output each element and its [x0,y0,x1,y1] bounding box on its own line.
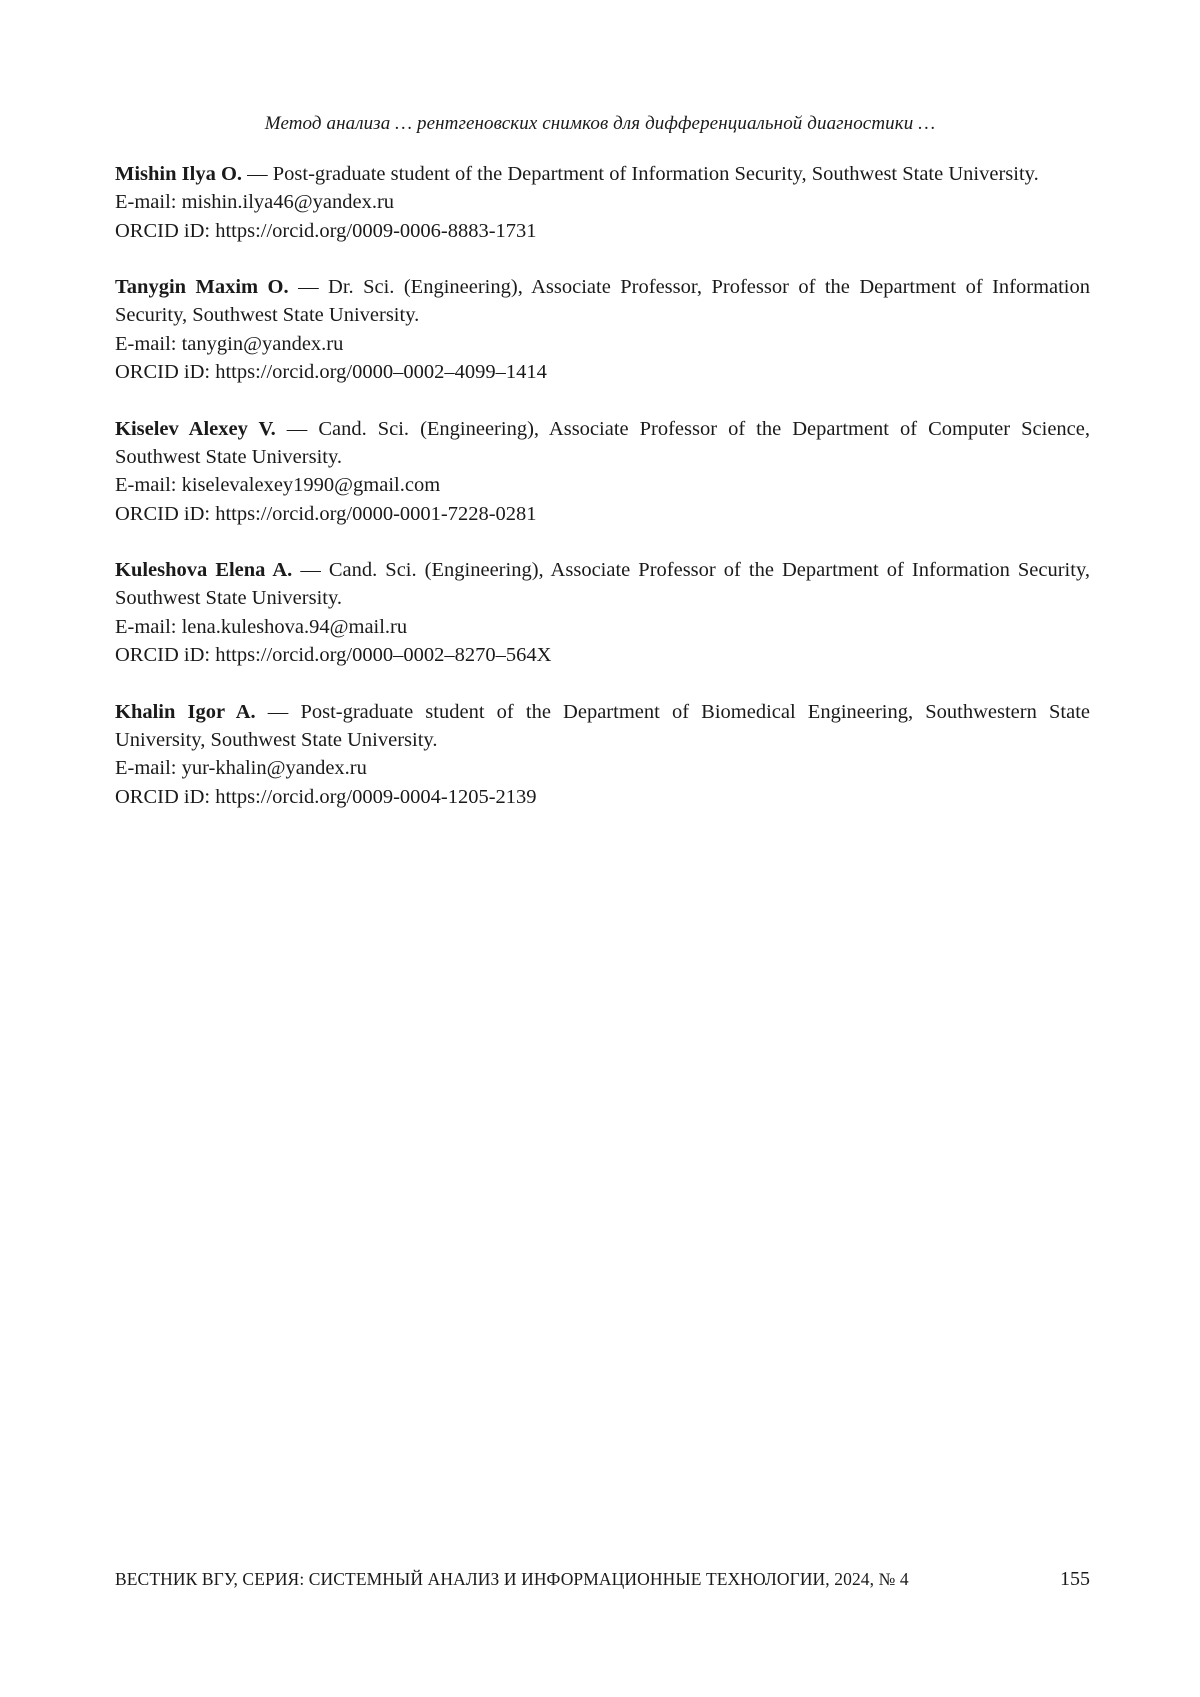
author-email: E-mail: yur-khalin@yandex.ru [115,757,367,780]
author-orcid: ORCID iD: https://orcid.org/0000–0002–8270–564X [115,644,552,667]
author-email: E-mail: tanygin@yandex.ru [115,332,344,355]
author-name: Kiselev Alexey V. [115,417,276,440]
author-orcid: ORCID iD: https://orcid.org/0009-0004-1205-2139 [115,785,537,808]
author-bio [115,273,1090,330]
author-name: Tanygin Maxim O. [115,276,289,299]
running-header: Метод анализа … рентгеновских снимков для дифференциальной диагностики … [264,113,936,134]
author-orcid: ORCID iD: https://orcid.org/0009-0006-8883-1731 [115,219,537,242]
author-list [115,160,1090,839]
author-entry [115,556,1090,669]
author-entry [115,698,1090,811]
author-email: E-mail: kiselevalexey1990@gmail.com [115,474,441,497]
author-description: — Cand. Sci. (Engineering), Associate Professor of the Department of Computer Science, Southwest State University. [115,417,1090,468]
author-entry [115,273,1090,386]
page-footer [115,1568,1090,1591]
author-orcid: ORCID iD: https://orcid.org/0000–0002–4099–1414 [115,361,547,384]
author-description: — Post-graduate student of the Department of Biomedical Engineering, Southwestern State University, Southwest State University. [115,700,1090,751]
author-name: Mishin Ilya O. [115,163,243,185]
author-orcid: ORCID iD: https://orcid.org/0000-0001-7228-0281 [115,502,537,525]
page-number: 155 [1060,1568,1090,1590]
author-description: — Cand. Sci. (Engineering), Associate Professor of the Department of Information Security, Southwest State University. [115,559,1090,610]
author-description: — Post-graduate student of the Department of Information Security, Southwest State University. [242,163,1039,185]
author-name: Kuleshova Elena A. [115,559,293,582]
author-description: — Dr. Sci. (Engineering), Associate Professor, Professor of the Department of Information Security, Southwest State University. [115,276,1090,327]
author-email: E-mail: lena.kuleshova.94@mail.ru [115,615,408,638]
author-bio [115,698,1090,755]
author-bio [115,415,1090,472]
author-entry [115,415,1090,528]
journal-title: ВЕСТНИК ВГУ, СЕРИЯ: СИСТЕМНЫЙ АНАЛИЗ И ИНФОРМАЦИОННЫЕ ТЕХНОЛОГИИ, 2024, № 4 [115,1569,909,1589]
author-entry [115,160,1090,245]
author-bio [115,160,1090,188]
author-bio [115,556,1090,613]
author-email: E-mail: mishin.ilya46@yandex.ru [115,191,395,214]
author-name: Khalin Igor A. [115,700,256,723]
